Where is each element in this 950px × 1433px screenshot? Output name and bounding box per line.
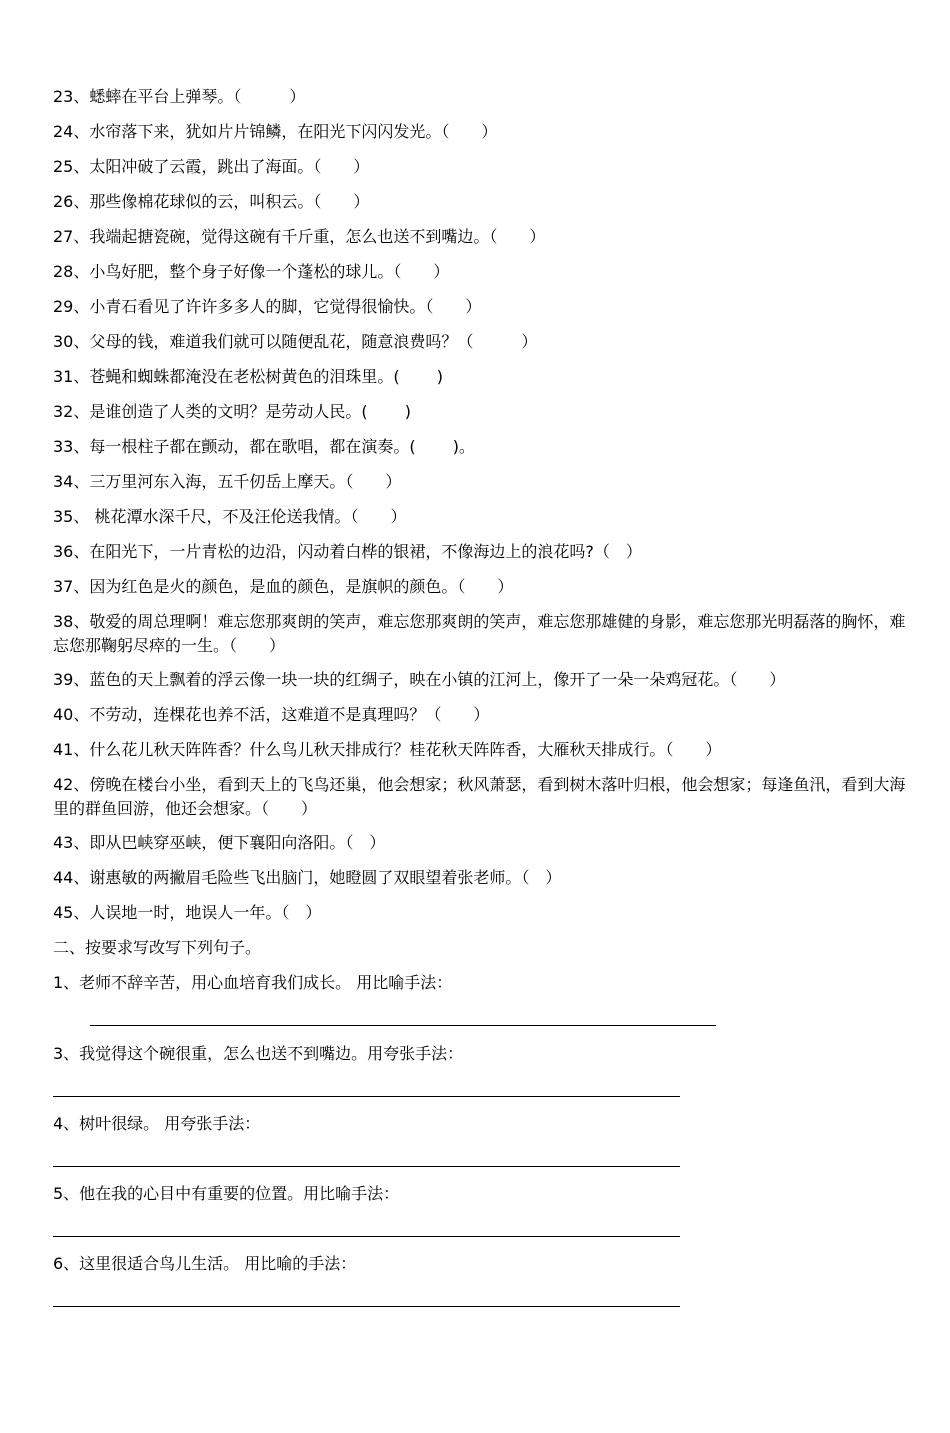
task-4-answer-line[interactable] bbox=[53, 1166, 680, 1167]
task-4-prompt: 4、树叶很绿。 用夸张手法： bbox=[53, 1114, 261, 1133]
task-6-prompt: 6、这里很适合鸟儿生活。 用比喻的手法： bbox=[53, 1254, 357, 1273]
task-5-answer-line[interactable] bbox=[53, 1236, 680, 1237]
question-37: 37、因为红色是火的颜色，是血的颜色，是旗帜的颜色。（ ） bbox=[53, 577, 514, 596]
section-title: 二、按要求写改写下列句子。 bbox=[53, 938, 262, 957]
question-41: 41、什么花儿秋天阵阵香？什么鸟儿秋天排成行？桂花秋天阵阵香，大雁秋天排成行。（ ） bbox=[53, 740, 722, 759]
question-29: 29、小青石看见了许许多多人的脚，它觉得很愉快。（ ） bbox=[53, 297, 482, 316]
question-30: 30、父母的钱，难道我们就可以随便乱花，随意浪费吗？（ ） bbox=[53, 332, 538, 351]
question-26: 26、那些像棉花球似的云，叫积云。（ ） bbox=[53, 192, 370, 211]
task-1-prompt: 1、老师不辞辛苦，用心血培育我们成长。 用比喻手法： bbox=[53, 973, 453, 992]
question-40: 40、不劳动，连棵花也养不活，这难道不是真理吗？（ ） bbox=[53, 705, 490, 724]
question-32: 32、是谁创造了人类的文明？是劳动人民。( ) bbox=[53, 402, 411, 421]
question-28: 28、小鸟好肥，整个身子好像一个蓬松的球儿。（ ） bbox=[53, 262, 450, 281]
task-3-prompt: 3、我觉得这个碗很重，怎么也送不到嘴边。用夸张手法： bbox=[53, 1044, 464, 1063]
question-23: 23、蟋蟀在平台上弹琴。（ ） bbox=[53, 87, 306, 106]
task-1-answer-line[interactable] bbox=[90, 1025, 716, 1026]
question-42: 42、傍晚在楼台小坐，看到天上的飞鸟还巢，他会想家；秋风萧瑟，看到树木落叶归根，他会想家；每逢鱼汛，看到大海里的群鱼回游，他还会想家。（ ） bbox=[53, 775, 906, 818]
task-5-prompt: 5、他在我的心目中有重要的位置。用比喻手法： bbox=[53, 1184, 400, 1203]
question-25: 25、太阳冲破了云霞，跳出了海面。（ ） bbox=[53, 157, 370, 176]
question-35: 35、 桃花潭水深千尺，不及汪伦送我情。（ ） bbox=[53, 507, 407, 526]
question-39: 39、蓝色的天上飘着的浮云像一块一块的红绸子，映在小镇的江河上，像开了一朵一朵鸡冠花。（ ） bbox=[53, 670, 786, 689]
question-31: 31、苍蝇和蜘蛛都淹没在老松树黄色的泪珠里。( ) bbox=[53, 367, 443, 386]
question-44: 44、谢惠敏的两撇眉毛险些飞出脑门，她瞪圆了双眼望着张老师。（ ） bbox=[53, 868, 562, 887]
question-38: 38、敬爱的周总理啊！难忘您那爽朗的笑声，难忘您那爽朗的笑声，难忘您那雄健的身影，难忘您那光明磊落的胸怀，难忘您那鞠躬尽瘁的一生。（ ） bbox=[53, 612, 906, 655]
question-33: 33、每一根柱子都在颤动，都在歌唱，都在演奏。( )。 bbox=[53, 437, 475, 456]
task-3-answer-line[interactable] bbox=[53, 1096, 680, 1097]
question-45: 45、人误地一时，地误人一年。（ ） bbox=[53, 903, 322, 922]
task-6-answer-line[interactable] bbox=[53, 1306, 680, 1307]
question-43: 43、即从巴峡穿巫峡，便下襄阳向洛阳。（ ） bbox=[53, 833, 386, 852]
question-34: 34、三万里河东入海，五千仞岳上摩天。（ ） bbox=[53, 472, 402, 491]
question-27: 27、我端起搪瓷碗，觉得这碗有千斤重，怎么也送不到嘴边。（ ） bbox=[53, 227, 546, 246]
question-24: 24、水帘落下来，犹如片片锦鳞，在阳光下闪闪发光。（ ） bbox=[53, 122, 498, 141]
question-36: 36、在阳光下，一片青松的边沿，闪动着白桦的银裙，不像海边上的浪花吗?（ ） bbox=[53, 542, 642, 561]
